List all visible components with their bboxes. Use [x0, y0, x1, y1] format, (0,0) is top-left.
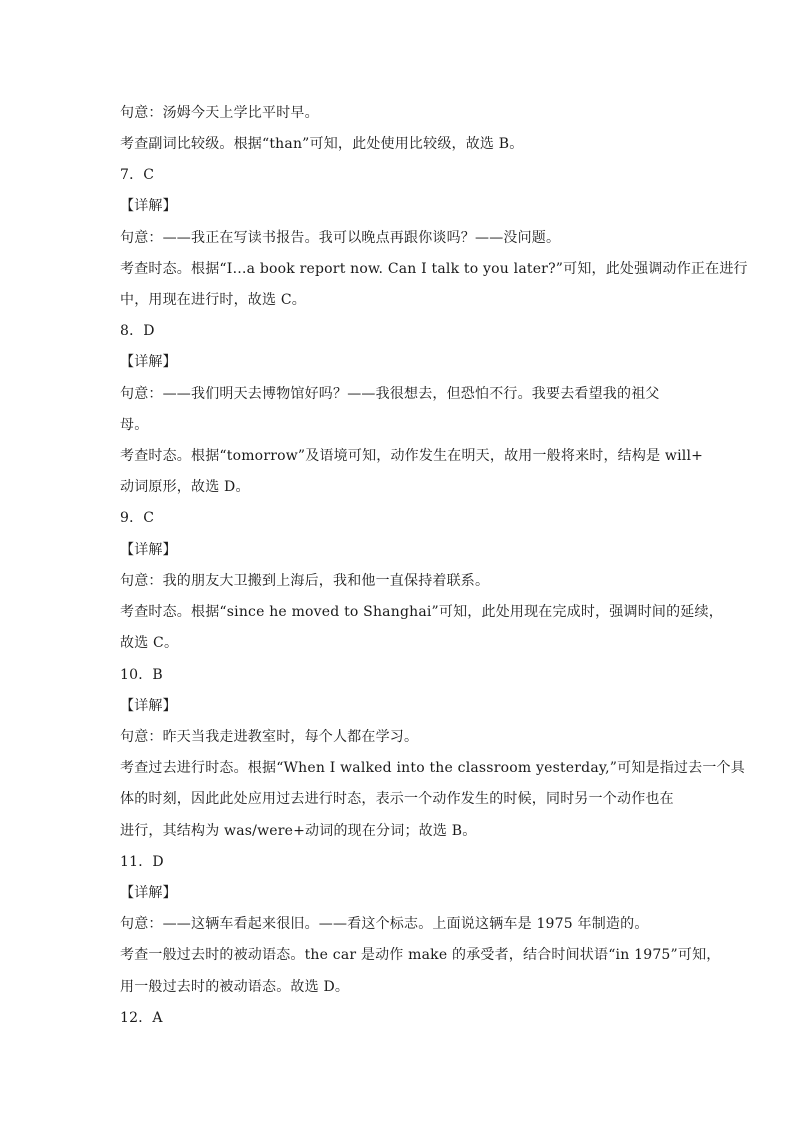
answer-label: 11．D: [120, 854, 164, 870]
section-heading: 【详解】: [120, 698, 177, 714]
answer-label: 8．D: [120, 323, 155, 339]
text-line: 母。: [120, 417, 149, 433]
text-line: 考查一般过去时的被动语态。the car 是动作 make 的承受者，结合时间状语“in 1975”可知，: [120, 947, 721, 963]
text-line: 句意：——这辆车看起来很旧。——看这个标志。上面说这辆车是 1975 年制造的。: [120, 916, 649, 932]
text-line: 体的时刻，因此此处应用过去进行时态，表示一个动作发生的时候，同时另一个动作也在: [120, 791, 674, 807]
section-heading: 【详解】: [120, 542, 177, 558]
answer-label: 12．A: [120, 1010, 163, 1026]
text-line: 故选 C。: [120, 635, 179, 651]
text-line: 句意：汤姆今天上学比平时早。: [120, 105, 319, 121]
section-heading: 【详解】: [120, 885, 177, 901]
text-line: 考查副词比较级。根据“than”可知，此处使用比较级，故选 B。: [120, 136, 524, 152]
text-line: 句意：——我正在写读书报告。我可以晚点再跟你谈吗？——没问题。: [120, 230, 561, 246]
answer-label: 10．B: [120, 667, 163, 683]
text-line: 考查时态。根据“I…a book report now. Can I talk to you later?”可知，此处强调动作正在进行: [120, 261, 748, 277]
answer-label: 7．C: [120, 167, 155, 183]
text-line: 考查时态。根据“since he moved to Shanghai”可知，此处用现在完成时，强调时间的延续，: [120, 604, 723, 620]
text-line: 中，用现在进行时，故选 C。: [120, 292, 306, 308]
text-line: 句意：我的朋友大卫搬到上海后，我和他一直保持着联系。: [120, 573, 490, 589]
text-line: 考查时态。根据“tomorrow”及语境可知，动作发生在明天，故用一般将来时，结构是 will+: [120, 448, 704, 464]
answer-label: 9．C: [120, 510, 155, 526]
section-heading: 【详解】: [120, 354, 177, 370]
text-line: 动词原形，故选 D。: [120, 479, 250, 495]
text-line: 句意：昨天当我走进教室时，每个人都在学习。: [120, 729, 419, 745]
text-line: 考查过去进行时态。根据“When I walked into the classroom yesterday,”可知是指过去一个具: [120, 760, 745, 776]
text-line: 进行，其结构为 was/were+动词的现在分词；故选 B。: [120, 823, 477, 839]
text-line: 句意：——我们明天去博物馆好吗？——我很想去，但恐怕不行。我要去看望我的祖父: [120, 386, 660, 402]
text-line: 用一般过去时的被动语态。故选 D。: [120, 979, 350, 995]
section-heading: 【详解】: [120, 198, 177, 214]
